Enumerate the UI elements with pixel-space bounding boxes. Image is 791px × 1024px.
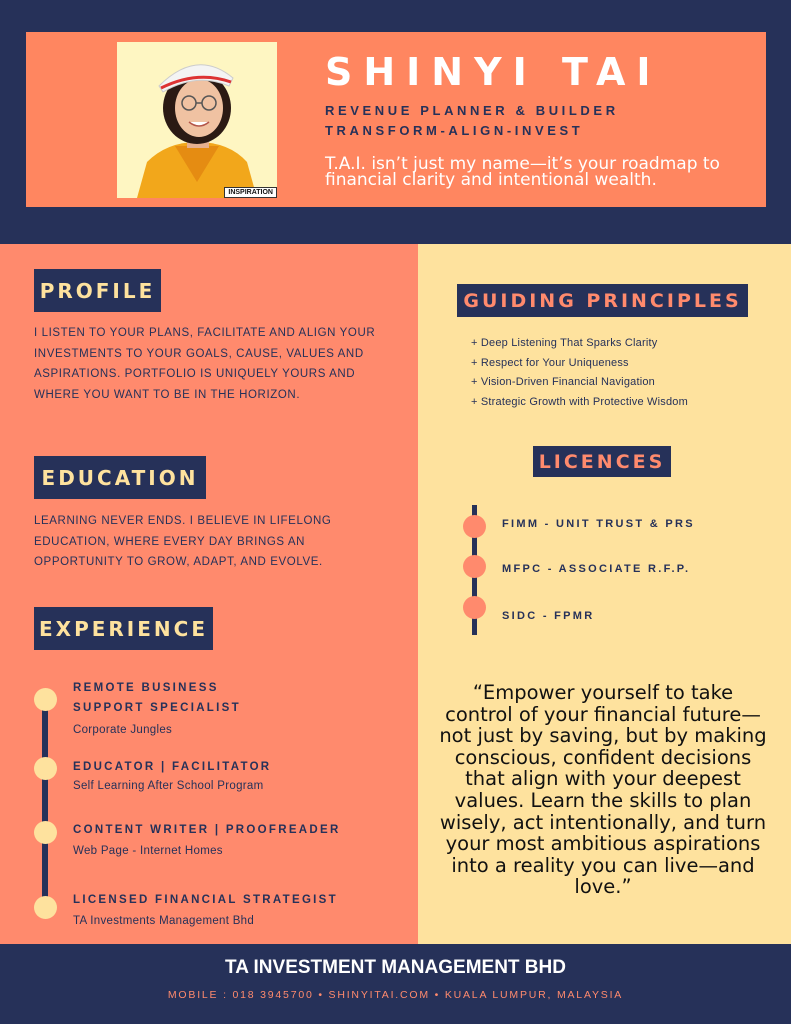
footer-company: TA INVESTMENT MANAGEMENT BHD — [225, 957, 566, 978]
experience-timeline — [42, 698, 48, 908]
experience-org: TA Investments Management Bhd — [73, 915, 255, 927]
licence-dot — [463, 596, 486, 619]
profile-text: I LISTEN TO YOUR PLANS, FACILITATE AND ALIGN YOUR INVESTMENTS TO YOUR GOALS, CAUSE, VALUES AND ASPIRATIONS. PORTFOLIO IS UNIQUELY YOURS AND WHERE YOU WANT TO BE IN THE HORIZON. — [34, 327, 376, 401]
principles-heading: GUIDING PRINCIPLES — [457, 284, 748, 317]
education-heading: EDUCATION — [34, 456, 206, 499]
profile-heading: PROFILE — [34, 269, 161, 312]
timeline-dot — [34, 896, 57, 919]
timeline-dot — [34, 821, 57, 844]
education-text: LEARNING NEVER ENDS. I BELIEVE IN LIFELONG EDUCATION, WHERE EVERY DAY BRINGS AN OPPORTUNITY TO GROW, ADAPT, AND EVOLVE. — [34, 515, 332, 568]
principles-list — [471, 334, 688, 412]
licence-item: SIDC - FPMR — [502, 610, 595, 622]
experience-title: LICENSED FINANCIAL STRATEGIST — [73, 894, 338, 906]
photo-tag: INSPIRATION — [224, 187, 277, 198]
experience-title: EDUCATOR | FACILITATOR — [73, 761, 272, 773]
quote-text: “Empower yourself to take control of your financial future—not just by saving, but by making conscious, confident decisions that align with your deepest values. Learn the skills to plan wisely, act intentionally, and turn your most ambitious aspirations into a reality you can live—and love.” — [439, 681, 767, 899]
principle-item: + Vision-Driven Financial Navigation — [471, 376, 656, 388]
licences-heading: LICENCES — [533, 446, 671, 477]
portrait-illustration — [117, 42, 277, 198]
principle-item: + Respect for Your Uniqueness — [471, 356, 629, 369]
experience-org: Web Page - Internet Homes — [73, 845, 223, 857]
licence-item: MFPC - ASSOCIATE R.F.P. — [502, 563, 691, 575]
footer-contact: MOBILE : 018 3945700 • SHINYITAI.COM • KUALA LUMPUR, MALAYSIA — [167, 989, 624, 1001]
experience-org: Corporate Jungles — [73, 724, 173, 736]
licence-item: FIMM - UNIT TRUST & PRS — [502, 518, 695, 530]
principle-item: + Strategic Growth with Protective Wisdom — [471, 395, 688, 408]
experience-heading: EXPERIENCE — [34, 607, 213, 650]
tagline-statement: T.A.I. isn’t just my name—it’s your roadmap to financial clarity and intentional wealth. — [325, 154, 720, 190]
experience-title: CONTENT WRITER | PROOFREADER — [73, 824, 341, 836]
timeline-dot — [34, 688, 57, 711]
role-title: REVENUE PLANNER & BUILDER — [325, 103, 619, 118]
header-banner — [26, 32, 766, 207]
experience-org: Self Learning After School Program — [73, 780, 264, 792]
profile-photo — [117, 42, 277, 198]
licence-dot — [463, 555, 486, 578]
licence-dot — [463, 515, 486, 538]
timeline-dot — [34, 757, 57, 780]
principle-item: + Deep Listening That Sparks Clarity — [471, 337, 658, 349]
person-name: SHINYI TAI — [325, 50, 662, 94]
experience-title: REMOTE BUSINESS SUPPORT SPECIALIST — [73, 682, 241, 714]
tagline: TRANSFORM-ALIGN-INVEST — [325, 123, 584, 138]
